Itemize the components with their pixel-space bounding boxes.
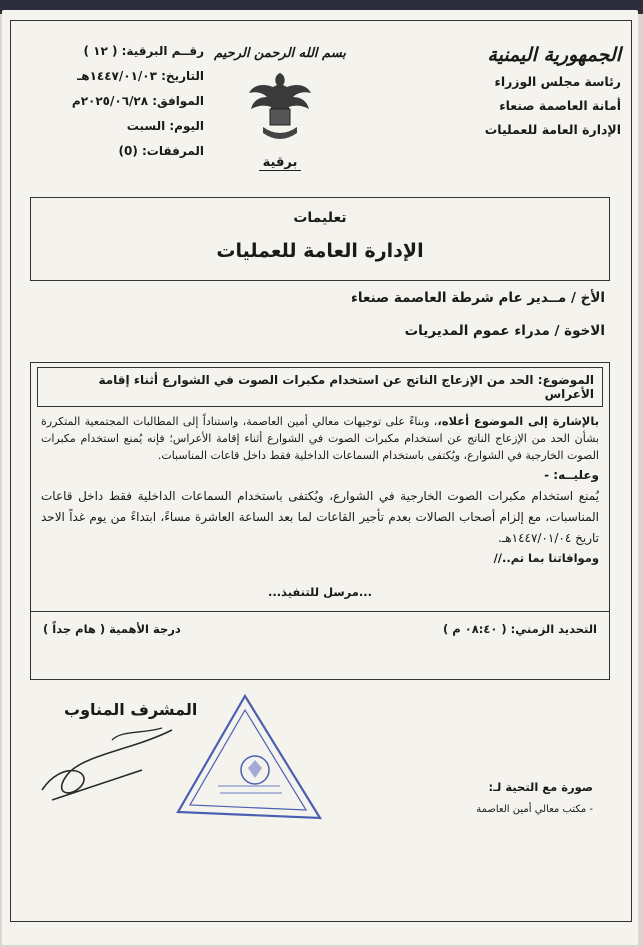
closing-line: وموافاتنا بما تم..// [493, 551, 599, 565]
copy-to-block [476, 780, 593, 815]
timing-text: التحديد الزمني: ( ٠٨:٤٠ م ) [443, 622, 597, 636]
doc-type-label: برقية [259, 155, 302, 171]
ministry-line-2: أمانة العاصمة صنعاء [499, 98, 621, 113]
date-gregorian: الموافق: ٢٠٢٥/٠٦/٢٨م [71, 94, 204, 108]
copy-to-item: - مكتب معالي أمين العاصمة [476, 804, 593, 815]
header-meta-block [34, 44, 204, 169]
republic-title: الجمهورية اليمنية [487, 44, 621, 66]
official-stamp-icon [170, 690, 330, 830]
intro-text: ، وبناءً على توجيهات معالي أمين العاصمة، واستناداً إلى المطالبات المجتمعية المتكررة بشأن الحد من الإزعاج الناتج عن استخدام مكبرات الصوت في الشوارع أثناء إقامة الأعراس؛ فإنه يُمنع استخدام مكبرات الصوت الخارجية في الشوارع، ويُكتفى باستخدام السماعات الداخلية فقط داخل قاعات المناسبات. [41, 415, 599, 462]
recipient-cc: الاخوة / مدراء عموم المديريات [404, 323, 605, 339]
duty-officer-label: المشرف المناوب [64, 700, 198, 719]
date-hijri: التاريخ: ١٤٤٧/٠١/٠٣هـ [77, 69, 204, 83]
intro-paragraph [31, 407, 609, 464]
intro-lead: بالإشارة إلى الموضوع أعلاه، [437, 414, 600, 428]
body-box [30, 362, 610, 680]
importance-text: درجة الأهمية ( هام جداً ) [43, 622, 181, 636]
therefore-heading: وعليــه: - [544, 468, 599, 482]
header-emblem-block [205, 46, 355, 171]
subject-line: الموضوع: الحد من الإزعاج الناتج عن استخدام مكبرات الصوت في الشوارع أثناء إقامة الأعراس [37, 367, 603, 407]
header-ministry-block [431, 44, 621, 146]
title-department: الإدارة العامة للعمليات [216, 240, 424, 262]
ministry-line-3: الإدارة العامة للعمليات [484, 122, 621, 137]
copy-to-title: صورة مع التحية لـ: [488, 780, 593, 794]
directive-paragraph: يُمنع استخدام مكبرات الصوت الخارجية في الشوارع، ويُكتفى باستخدام السماعات الداخلية فقط داخل قاعات المناسبات، مع إلزام أصحاب الصالات بعدم تأجير القاعات لما بعد الساعة العاشرة مساءً، ابتداءً من يوم غداً الاحد تاريخ ١٤٤٧/٠١/٠٤هـ. [41, 489, 599, 545]
recipient-to: الأخ / مــدير عام شرطة العاصمة صنعاء [351, 290, 605, 306]
weekday: اليوم: السبت [126, 119, 204, 133]
title-box [30, 197, 610, 281]
telegram-number: رقــم البرقية: ( ١٢ ) [83, 44, 204, 58]
title-instructions: تعليمات [293, 210, 347, 226]
basmala: بسم الله الرحمن الرحيم [214, 46, 346, 61]
timing-row [31, 612, 609, 636]
ministry-line-1: رئاسة مجلس الوزراء [494, 74, 621, 89]
eagle-emblem-icon [245, 67, 315, 151]
attachments: المرفقات: (0) [118, 144, 204, 158]
signature-scribble [22, 700, 192, 810]
sent-for-execution: ...مرسل للتنفيذ... [267, 585, 373, 599]
